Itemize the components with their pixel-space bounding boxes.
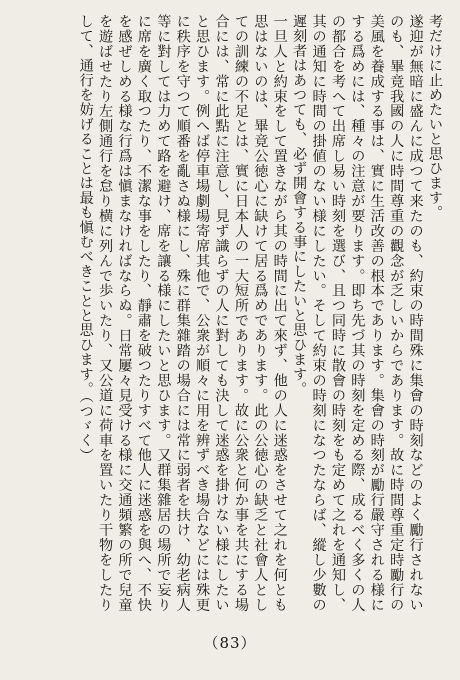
body-text — [26, 14, 444, 612]
paragraph: 考だけに止めたいと思ひます。 — [427, 14, 443, 220]
paragraph: 一旦人と約束をして置きながら其の時間に出て來ず、他の人に迷惑をさせて之れを何とも思はないのは、畢竟公徳心に缺けて居る爲めであります。此の公徳心の缺乏と社會人としての訓練の不足とは、實に日本人の一大短所であります。故に公衆と何か事を共にする場合には、常に此點に注意し、見ず識らずの人に對しても決して迷惑を掛けない様にしたいと思ひます。例へば停車場劇場寄席其他で、公衆が順々に用を辨ずべき場合などには殊更に秩序を守つて順番を亂さぬ様にし、殊に群集雜踏の場合には常に弱者を扶け、幼老病人等に對しては力めて路を避け、席を讓る様にしたいと思ひます。又群集雜居の場所で妄りに席を廣く取つたり、不潔な事をしたり、靜肅を破つたりすべて他人に迷惑を與へ、不快を感ぜしめる様な行爲は愼まなければならぬ。日常屢々見受ける様に交通頻繁の所で兒童を遊ばせたり左側通行を怠り横に列んで歩いたり、又公道に荷車を置いたり干物をしたりして、通行を妨げることは最も愼むべきことと思ひます。（つゞく） — [77, 14, 288, 612]
paragraph: 遂迎が無暗に盛んに成つて来たのも、約束の時間殊に集會の時刻などのよく勵行されないのも、畢竟我國の人に時間尊重の觀念が乏しいからであります。故に時間尊重定時勵行の美風を養成する事は、實に生活改善の根本であります。集會の時刻が勵行嚴守される様にする爲めには、種々の注意が要ります。即ち先づ其の時刻を定める際、成るべく多くの人の都合を考へて出席し易い時刻を選び、且つ同時に散會の時刻をも定めて之れを通知し、其の通知に時間の掛値のない様にしたい。そして約束の時刻になつたならば、縱し少數の遲刻者はあつても、必ず開會する事にしたいと思ひます。 — [291, 14, 424, 612]
page-number: （83） — [203, 634, 257, 652]
